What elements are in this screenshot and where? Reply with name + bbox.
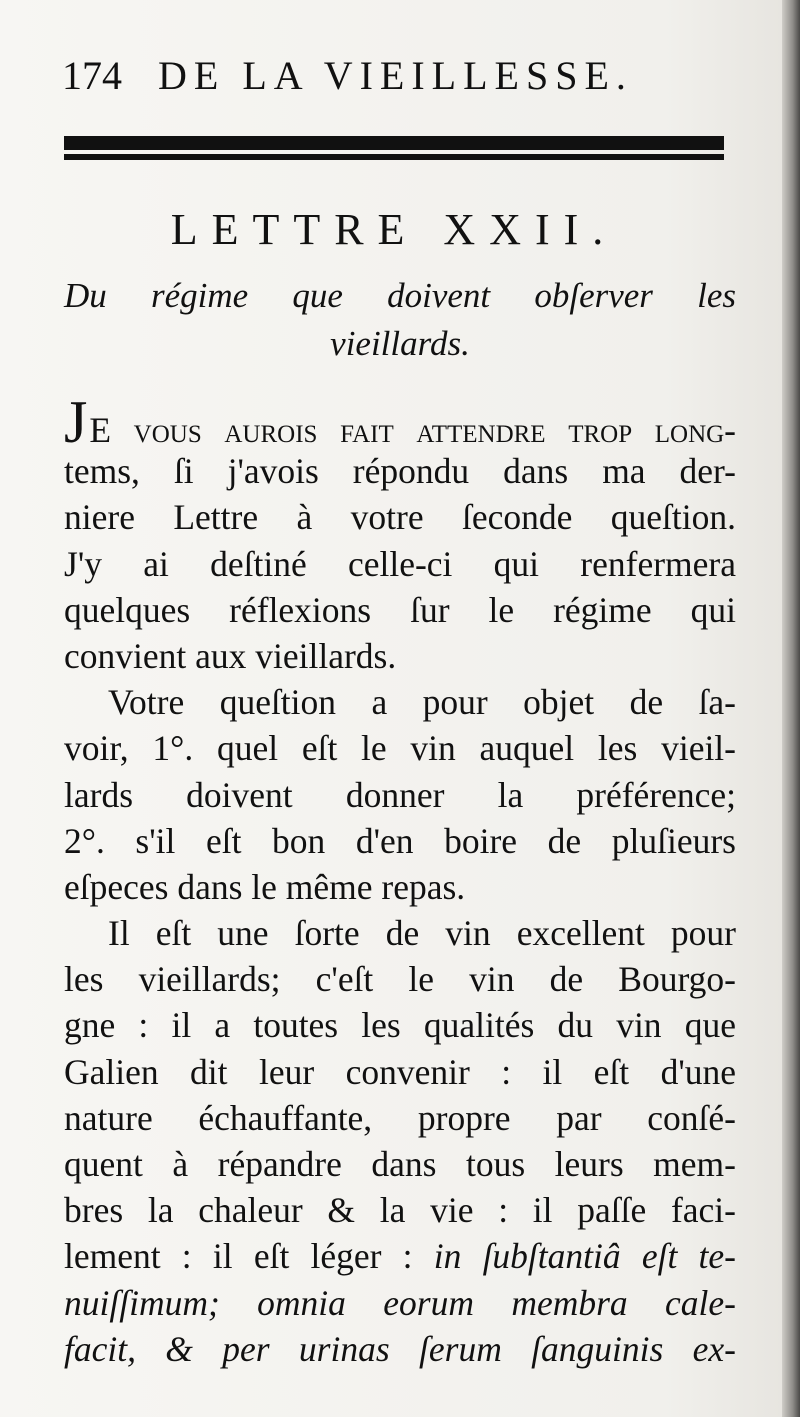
- text-line: [64, 1233, 736, 1279]
- subtitle-line-1: Du régime que doivent obſerver les: [64, 276, 736, 315]
- text-line: eſpeces dans le même repas.: [64, 866, 466, 907]
- subtitle-line-2: vieillards.: [330, 324, 470, 363]
- letter-title: LETTRE XXII.: [170, 205, 618, 254]
- text-line: voir, 1°. quel eſt le vin auquel les vieil-: [64, 728, 736, 769]
- text-line: [64, 389, 736, 455]
- text-line: nature échauffante, propre par conſé-: [64, 1097, 736, 1138]
- page-edge-shadow: [782, 0, 800, 1417]
- text-line: 2°. s'il eſt bon d'en boire de pluſieurs: [64, 820, 736, 861]
- header-rule-thin: [64, 154, 724, 160]
- text-line: J'y ai deſtiné celle-ci qui renfermera: [64, 543, 736, 584]
- letter-subtitle: [64, 272, 736, 368]
- latin-quote: in ſubſtantiâ eſt te-: [433, 1236, 736, 1277]
- text-line: convient aux vieillards.: [64, 635, 397, 676]
- text-line: gne : il a toutes les qualités du vin que: [64, 1005, 736, 1046]
- text-line-roman: lement : il eſt léger :: [64, 1236, 434, 1277]
- text-line: quent à répandre dans tous leurs mem-: [64, 1144, 736, 1184]
- header-rule-thick: [64, 136, 724, 150]
- running-header: [62, 52, 722, 99]
- page-number: 174: [62, 53, 122, 98]
- text-line: bres la chaleur & la vie : il paſſe faci-: [64, 1190, 736, 1231]
- running-title: DE LA VIEILLESSE.: [158, 53, 633, 98]
- header-rule: [64, 136, 724, 164]
- text-line: Il eſt une ſorte de vin excellent pour: [108, 913, 736, 954]
- text-line: Votre queſtion a pour objet de ſa-: [108, 682, 736, 723]
- text-line-content: E vous aurois fait attendre trop long-: [89, 410, 736, 450]
- text-line: quelques réflexions ſur le régime qui: [64, 589, 736, 630]
- latin-quote-line: nuiſſimum; omnia eorum membra cale-: [64, 1282, 736, 1323]
- text-line: niere Lettre à votre ſeconde queſtion.: [64, 497, 736, 538]
- drop-cap: J: [64, 389, 88, 455]
- text-line: les vieillards; c'eſt le vin de Bourgo-: [64, 959, 736, 1000]
- text-line: lards doivent donner la préférence;: [64, 774, 736, 815]
- text-line: Galien dit leur convenir : il eſt d'une: [64, 1051, 736, 1092]
- body-text: [64, 389, 736, 1372]
- text-line: tems, ſi j'avois répondu dans ma der-: [64, 451, 736, 492]
- latin-quote-line: facit, & per urinas ſerum ſanguinis ex-: [64, 1328, 736, 1369]
